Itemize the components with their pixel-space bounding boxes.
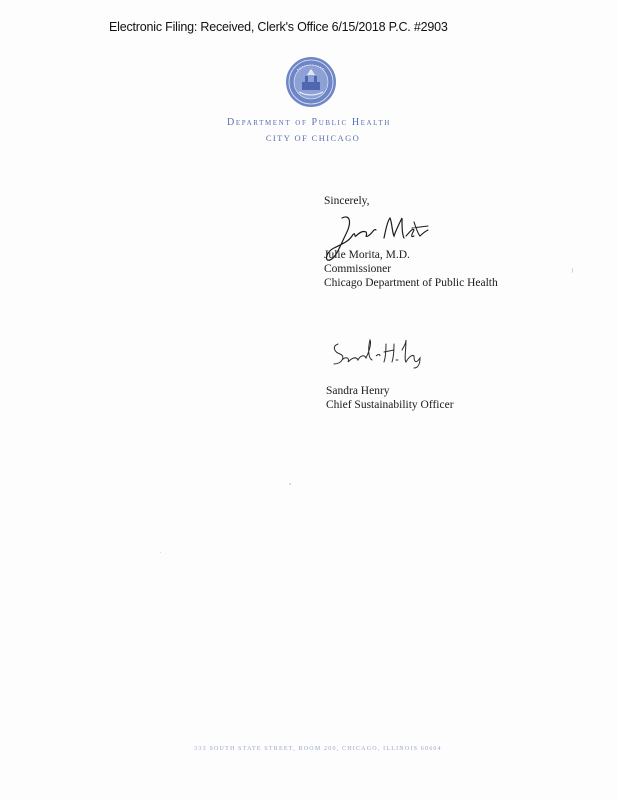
scan-speck <box>160 552 161 553</box>
closing-salutation: Sincerely, <box>324 195 370 207</box>
signatory-organization: Chicago Department of Public Health <box>324 277 498 289</box>
filing-stamp: Electronic Filing: Received, Clerk's Office 6/15/2018 P.C. #2903 <box>109 20 448 34</box>
scan-speck <box>289 483 291 485</box>
signatory-title: Chief Sustainability Officer <box>326 399 454 411</box>
signature-sandra-henry <box>328 336 428 370</box>
signatory-title: Commissioner <box>324 263 392 275</box>
scan-speck <box>572 268 573 273</box>
department-name: Department of Public Health <box>227 117 391 128</box>
city-seal-icon <box>285 56 337 108</box>
letterhead-footer-address: 333 SOUTH STATE STREET, ROOM 200, CHICAGO, ILLINOIS 60604 <box>194 746 442 752</box>
department-city: CITY OF CHICAGO <box>265 133 361 143</box>
signatory-name: Julie Morita, M.D. <box>324 249 410 261</box>
signatory-name: Sandra Henry <box>326 385 390 397</box>
